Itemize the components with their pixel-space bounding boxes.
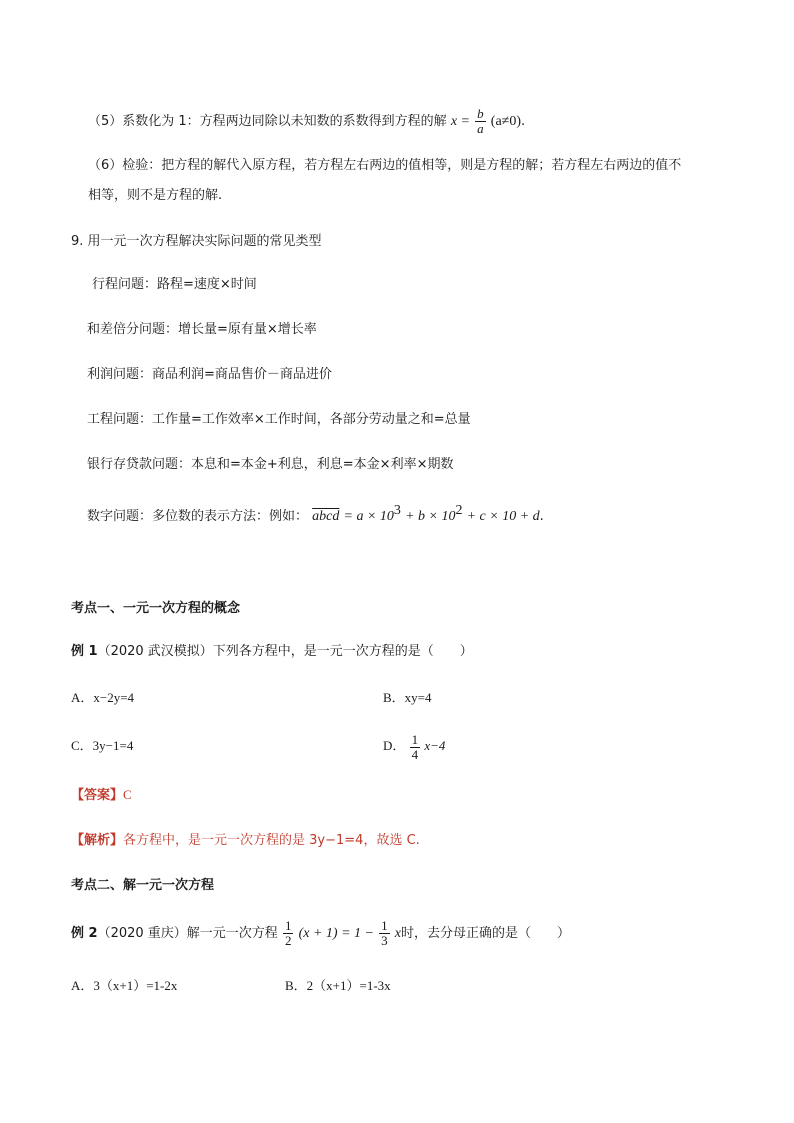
option-d-prefix: D． <box>383 738 406 753</box>
analysis-line <box>71 832 420 850</box>
example2-tail: 时，去分母正确的是（ ） <box>400 926 570 941</box>
digit-exp-2: 2 <box>455 503 463 518</box>
example2-text: （2020 重庆）解一元一次方程 <box>97 926 278 941</box>
option-d-frac-den: 4 <box>411 746 419 762</box>
section9-item-engineering: 工程问题：工作量=工作效率×工作时间，各部分劳动量之和=总量 <box>87 412 471 427</box>
step5-end: . <box>521 114 526 129</box>
example2-frac2-den: 3 <box>381 933 388 948</box>
option-d-suffix: x−4 <box>424 738 446 753</box>
example2-frac2 <box>379 919 390 948</box>
kaodian1-heading: 考点一、一元一次方程的概念 <box>71 601 241 616</box>
option-d-frac-num: 1 <box>411 731 419 747</box>
section9-item-digit <box>87 503 544 526</box>
example1-line <box>71 643 473 661</box>
example1-option-b: B．xy=4 <box>383 690 432 705</box>
example2-label: 例 2 <box>71 926 98 941</box>
digit-exp-3: 3 <box>393 503 401 518</box>
example2-frac1-den: 2 <box>284 933 292 948</box>
analysis-text: 各方程中，是一元一次方程的是 3y−1=4，故选 C. <box>123 833 420 848</box>
example1-option-d <box>383 728 445 764</box>
example2-frac1-num: 1 <box>284 918 292 933</box>
example1-option-a: A．x−2y=4 <box>71 690 135 705</box>
answer-value: C <box>123 787 132 802</box>
section9-item-growth: 和差倍分问题：增长量=原有量×增长率 <box>87 322 317 337</box>
example1-text: （2020 武汉模拟）下列各方程中，是一元一次方程的是（ ） <box>97 644 473 659</box>
section9-item-travel: 行程问题：路程=速度×时间 <box>92 277 257 292</box>
digit-end: . <box>539 509 544 524</box>
step5-condition: (a≠0) <box>490 114 522 129</box>
example2-eq-end: x <box>394 926 401 941</box>
step6-line2: 相等，则不是方程的解. <box>88 188 223 203</box>
step5-frac-den: a <box>477 121 484 136</box>
digit-label: 数字问题：多位数的表示方法：例如： <box>87 509 309 524</box>
section9-title: 9. 用一元一次方程解决实际问题的常见类型 <box>71 234 322 249</box>
answer-label: 【答案】 <box>71 788 124 803</box>
option-d-fraction <box>410 733 421 762</box>
digit-formula-2: + b × 10 <box>405 509 456 524</box>
step5-frac-num: b <box>477 106 484 121</box>
digit-formula-1: = a × 10 <box>343 509 394 524</box>
digit-overline-number: abcd <box>312 509 340 524</box>
step6-line1: （6）检验：把方程的解代入原方程，若方程左右两边的值相等，则是方程的解；若方程左右两边的值不 <box>88 158 682 173</box>
example2-eq-mid: (x + 1) = 1 − <box>298 926 374 941</box>
example2-line <box>71 916 570 952</box>
step5-line <box>88 107 525 136</box>
kaodian2-heading: 考点二、解一元一次方程 <box>71 878 215 893</box>
analysis-label: 【解析】 <box>71 833 124 848</box>
example2-option-b: B．2（x+1）=1-3x <box>285 978 391 993</box>
digit-formula-3: + c × 10 + d <box>466 509 540 524</box>
answer-line <box>71 786 132 805</box>
section9-item-profit: 利润问题：商品利润=商品售价－商品进价 <box>87 367 332 382</box>
example2-frac1 <box>283 919 294 948</box>
step5-formula-lhs: x = <box>450 114 470 129</box>
step5-fraction <box>475 107 486 136</box>
example2-option-a: A．3（x+1）=1-2x <box>71 978 178 993</box>
section9-item-bank: 银行存贷款问题：本息和=本金+利息，利息=本金×利率×期数 <box>87 457 454 472</box>
example2-frac2-num: 1 <box>381 918 388 933</box>
example1-option-c: C．3y−1=4 <box>71 738 134 753</box>
step5-text: （5）系数化为 1：方程两边同除以未知数的系数得到方程的解 <box>88 114 447 129</box>
example1-label: 例 1 <box>71 644 98 659</box>
